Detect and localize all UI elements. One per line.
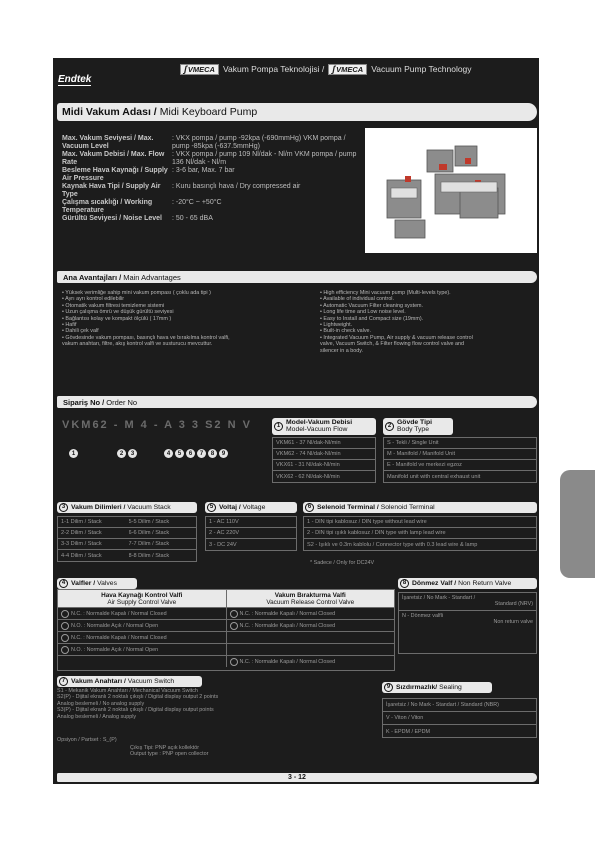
advantage-item: • Dahili çek valf bbox=[62, 328, 99, 335]
vacuum-switch-label: 7 Vakum Anahtarı / Vacuum Switch bbox=[57, 676, 202, 687]
solenoid-label: 6 Selenoid Terminal / Solenoid Terminal bbox=[303, 502, 537, 513]
spec-row: Besleme Hava Kaynağı / Supply Air Pressure : 3-6 bar, Max. 7 bar bbox=[62, 167, 235, 182]
table-row: K - EPDM / EPDM bbox=[386, 728, 431, 735]
section-tab bbox=[560, 470, 595, 578]
model-flow-label: 1 Model-Vakum Debisi Model-Vacuum Flow bbox=[272, 418, 376, 435]
advantage-item: • Built-in check valve. bbox=[320, 328, 372, 335]
table-row: N.O. : Normalde Açık / Normal Open N.C. : Normalde Kapalı / Normal Closed bbox=[58, 619, 394, 631]
advantage-item: • Hafif bbox=[62, 322, 77, 329]
table-row: VKM61 - 37 Nl/dak-Nl/min bbox=[273, 438, 375, 449]
vacuum-stack-table bbox=[57, 516, 197, 562]
table-row: V - Viton / Viton bbox=[383, 712, 536, 725]
order-code: VKM62 - M 4 - A 3 3 S2 N V bbox=[62, 419, 252, 431]
order-marker: 1 bbox=[69, 449, 78, 458]
voltage-table bbox=[205, 516, 297, 551]
order-marker-group-a bbox=[69, 449, 78, 458]
order-marker-group-b bbox=[117, 449, 137, 458]
non-return-label: 8 Dönmez Valf / Non Return Valve bbox=[398, 578, 537, 589]
order-marker: 9 bbox=[219, 449, 228, 458]
tagline-en: Vacuum Pump Technology bbox=[371, 64, 472, 74]
advantage-item: • Lightweight. bbox=[320, 322, 353, 329]
advantage-item: • Otomatik vakum filtresi temizleme sistemi bbox=[62, 302, 165, 309]
pump-illustration-icon bbox=[365, 128, 537, 253]
order-marker: 6 bbox=[186, 449, 195, 458]
advantage-item: valve, Vacuum Switch, & Filter flowing flow control valve and bbox=[320, 341, 465, 348]
advantage-item: • Available of individual control. bbox=[320, 296, 395, 303]
table-row: 1 - DIN tipi kablosuz / DIN type without lead wire bbox=[304, 517, 536, 528]
model-flow-table bbox=[272, 437, 376, 483]
non-return-table bbox=[398, 592, 537, 654]
table-row: N.O. : Normalde Açık / Normal Open bbox=[58, 643, 394, 655]
table-row: VKM62 - 74 Nl/dak-Nl/min bbox=[273, 449, 375, 460]
page-number: 3 - 12 bbox=[57, 773, 537, 782]
voltage-label: 5 Voltaj / Voltage bbox=[205, 502, 297, 513]
advantage-item: • Uzun çalışma ömrü ve düşük gürültü seviyesi bbox=[62, 309, 174, 316]
table-row: M - Manifold / Manifold Unit bbox=[384, 449, 536, 460]
valve-symbol-icon bbox=[230, 658, 238, 666]
switch-option: Opsiyon / Partset : S_(P) bbox=[57, 737, 117, 743]
advantage-item: • Yüksek verimliğe sahip mini vakum pompası ( çoklu ada tipi ) bbox=[62, 290, 211, 296]
solenoid-table bbox=[303, 516, 537, 551]
spec-row: Çalışma sıcaklığı / Working Temperature : -20°C ~ +50°C bbox=[62, 199, 222, 214]
company-logo: Endtek bbox=[58, 74, 92, 85]
table-row: N.C. : Normalde Kapalı / Normal Closed bbox=[58, 655, 394, 667]
list-item: S3(P) - Dijital ekranlı 2 noktalı çıkışlı / Digital display output points bbox=[57, 707, 214, 714]
valve-symbol-icon bbox=[61, 610, 69, 618]
table-row: N - Dönmez valfli Non return valve bbox=[402, 612, 533, 626]
valve-symbol-icon bbox=[230, 622, 238, 630]
table-row: N.C. : Normalde Kapalı / Normal Closed bbox=[58, 631, 394, 643]
order-marker: 4 bbox=[164, 449, 173, 458]
valve-symbol-icon bbox=[61, 634, 69, 642]
sealing-table bbox=[382, 698, 537, 738]
spec-list bbox=[62, 135, 362, 223]
table-row: 2 - DIN tipi ışıklı kablosuz / DIN type with lamp lead wire bbox=[304, 528, 536, 539]
order-marker: 2 bbox=[117, 449, 126, 458]
table-row: 2 - AC 220V bbox=[206, 528, 296, 539]
valve-symbol-icon bbox=[61, 622, 69, 630]
order-marker: 7 bbox=[197, 449, 206, 458]
advantage-item: • Automatic Vacuum Filter cleaning system. bbox=[320, 302, 424, 309]
switch-option-detail: Çıkış Tipi: PNP açık kollektör Output type : PNP open collector bbox=[130, 745, 209, 758]
table-row: E - Manifold ve merkezi egzoz bbox=[384, 460, 536, 471]
valves-header: Hava Kaynağı Kontrol Valfi Air Supply Control Valve Vakum Bırakturma Valfi Vacuum Release Control Valve bbox=[58, 590, 394, 607]
table-row: N.C. : Normalde Kapalı / Normal Closed N.C. : Normalde Kapalı / Normal Closed bbox=[58, 607, 394, 619]
brand-logo-1: ʃ VMECA bbox=[180, 64, 219, 75]
table-row: 2-2 Dilim / Stack 6-6 Dilim / Stack bbox=[58, 528, 196, 539]
table-row: VKX62 - 62 Nl/dak-Nl/min bbox=[276, 473, 340, 480]
product-photo bbox=[365, 128, 537, 253]
advantage-item: silencer in a body. bbox=[320, 347, 364, 354]
order-marker: 8 bbox=[208, 449, 217, 458]
advantages-left bbox=[62, 290, 312, 348]
valves-table bbox=[57, 589, 395, 671]
table-row: 1-1 Dilim / Stack 5-5 Dilim / Stack bbox=[58, 517, 196, 528]
table-row: S2 - Işıklı ve 0.3m kablolu / Connector type with 0.3 lead wire & lamp bbox=[307, 541, 478, 548]
brand-logo-2: ʃ VMECA bbox=[328, 64, 367, 75]
order-marker: 3 bbox=[128, 449, 137, 458]
list-item: S2(P) - Dijital ekranlı 2 noktalı çıkışlı / Digital display output 2 points bbox=[57, 694, 219, 701]
spec-row: Max. Vakum Debisi / Max. Flow Rate : VKX pompa / pump 109 Nl/dak - Nl/m VKM pompa / pump 136 Nl/dak - Nl/m bbox=[62, 151, 357, 166]
advantages-right bbox=[320, 290, 535, 354]
advantage-item: • High efficiency Mini vacuum pump (Multi-Ievels type). bbox=[320, 290, 451, 296]
brand-header bbox=[180, 62, 539, 76]
table-row: 3-3 Dilim / Stack 7-7 Dilim / Stack bbox=[58, 539, 196, 550]
order-header: Sipariş No / Order No bbox=[57, 396, 537, 408]
advantage-item: • Long life time and Low noise level. bbox=[320, 309, 406, 316]
advantage-item: • Ayrı ayrı kontrol edilebilir bbox=[62, 296, 125, 303]
advantage-item: • Easy to Install and Compact size (19mm). bbox=[320, 315, 424, 322]
advantage-item: • Gövdesinde vakum pompası, basınçlı hava ve bırakılma kontrol valfi, bbox=[62, 334, 230, 341]
table-row: İşaretsiz / No Mark - Standart / Standard (NBR) bbox=[383, 699, 536, 712]
table-row: 3 - DC 24V bbox=[209, 541, 237, 548]
list-item: Analog beslemeli / Analog supply bbox=[57, 713, 137, 720]
valve-symbol-icon bbox=[61, 646, 69, 654]
spec-row: Max. Vakum Seviyesi / Max. Vacuum Level : VKX pompa / pump -92kpa (-690mmHg) VKM pompa / pump -85kpa (-637.5mmHg) bbox=[62, 135, 346, 150]
table-row: S - Tekli / Single Unit bbox=[384, 438, 536, 449]
body-type-table bbox=[383, 437, 537, 483]
table-row: 4-4 Dilim / Stack 8-8 Dilim / Stack bbox=[61, 552, 170, 559]
spec-row: Kaynak Hava Tipi / Supply Air Type : Kuru basınçlı hava / Dry compressed air bbox=[62, 183, 301, 198]
order-marker: 5 bbox=[175, 449, 184, 458]
valve-symbol-icon bbox=[230, 610, 238, 618]
table-row: Manifold unit with central exhaust unit bbox=[387, 473, 481, 480]
valves-label: 4 Valfler / Valves bbox=[57, 578, 137, 589]
table-row: VKX61 - 31 Nl/dak-Nl/min bbox=[273, 460, 375, 471]
sealing-label: 9 Sızdırmazlık/ Sealing bbox=[382, 682, 492, 693]
table-row: 1 - AC 110V bbox=[206, 517, 296, 528]
order-marker-group-c bbox=[164, 449, 228, 458]
advantages-header: Ana Avantajları / Main Advantages bbox=[57, 271, 537, 283]
vacuum-switch-list bbox=[57, 688, 277, 720]
body-type-label: 2 Gövde Tipi Body Type bbox=[383, 418, 453, 435]
advantage-item: • Bağlantısı kolay ve kompakt ölçülü ( 17mm ) bbox=[62, 315, 172, 322]
solenoid-note: * Sadece / Only for DC24V bbox=[310, 560, 375, 566]
advantage-item: vakum anahtarı, filtre, akış kontrol valfi ve susturucu mevcuttur. bbox=[62, 341, 213, 348]
spec-row: Gürültü Seviyesi / Noise Level : 50 - 65 dBA bbox=[62, 215, 213, 222]
list-item: Analog beslemeli / No analog supply bbox=[57, 700, 145, 707]
vacuum-stack-label: 3 Vakum Dilimleri / Vacuum Stack bbox=[57, 502, 197, 513]
advantage-item: • Integrated Vacuum Pump, Air supply & vacuum release control bbox=[320, 334, 473, 341]
tagline-tr: Vakum Pompa Teknolojisi / bbox=[222, 64, 325, 74]
table-row: İşaretsiz / No Mark - Standart / Standard (NRV) bbox=[399, 593, 536, 611]
list-item: S1 - Mekanik Vakum Anahtarı / Mechanical Vacuum Switch bbox=[57, 688, 198, 694]
page-title: Midi Vakum Adası / Midi Keyboard Pump bbox=[57, 103, 537, 121]
